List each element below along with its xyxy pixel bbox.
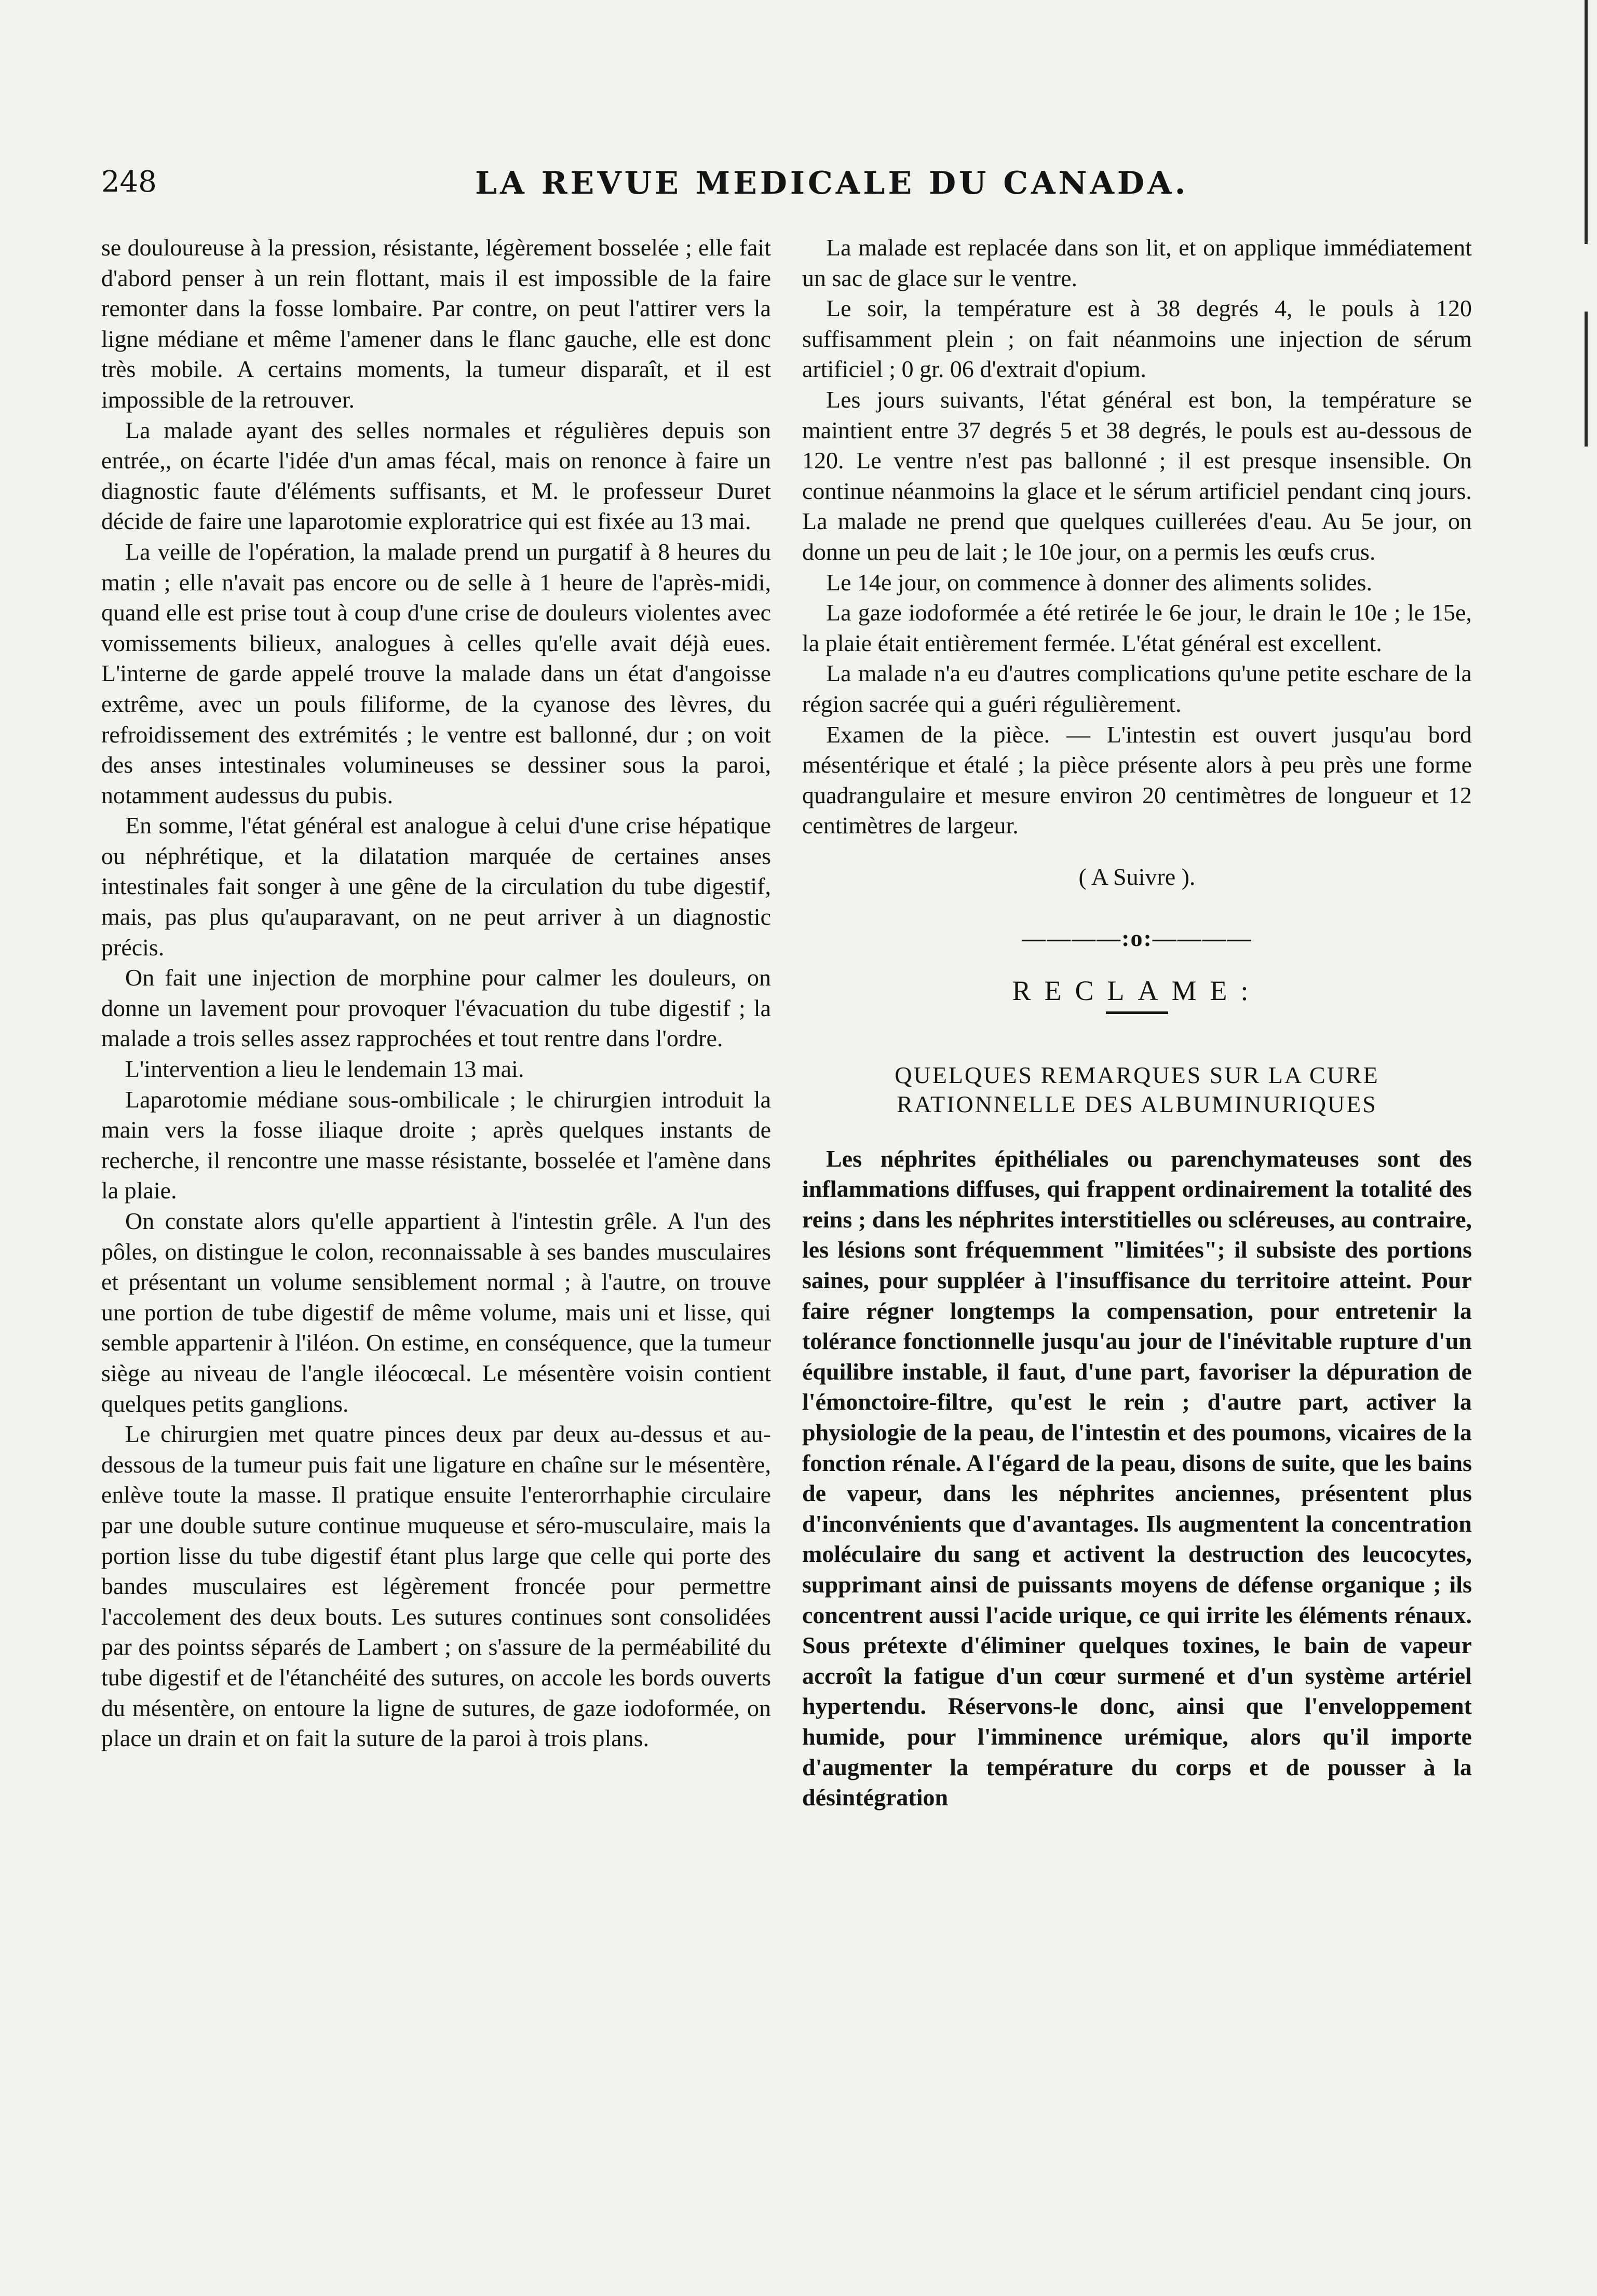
scan-edge-mark — [1585, 312, 1588, 447]
left-paragraph-8: On constate alors qu'elle appartient à l'intestin grêle. A l'un des pôles, on distingue le colon, reconnaissable à ses bandes musculaires et présentant un volume sensiblement normal ; à l'autre, on trouve une portion de tube digestif de même volume, mais uni et lisse, qui semble appartenir à l'iléon. On estime, en conséquence, que la tumeur siège au niveau de l'angle iléocœcal. Le mésentère voisin contient quelques petits ganglions. — [101, 1208, 771, 1417]
article-paragraph: Les néphrites épithéliales ou parenchymateuses sont des inflammations diffuses, qui frappent ordinairement la totalité des reins ; dans les néphrites interstitielles ou scléreuses, au contraire, les lésions sont fréquemment "limitées"; il subsiste des portions saines, pour suppléer à l'insuffisance du territoire atteint. Pour faire régner longtemps la compensation, pour entretenir la tolérance fonctionnelle jusqu'au jour de l'inévitable rupture d'un équilibre instable, il faut, d'une part, favoriser la dépuration de l'émonctoire-filtre, qu'est le rein ; d'autre part, activer la physiologie de la peau, de l'intestin et des poumons, vicaires de la fonction rénale. A l'égard de la peau, disons de suite, que les bains de vapeur, dans les néphrites anciennes, présentent plus d'inconvénients que d'avantages. Ils augmentent la concentration moléculaire du sang et activent la destruction des leucocytes, supprimant ainsi de puissants moyens de défense organique ; ils concentrent aussi l'acide urique, ce qui irrite les éléments rénaux. Sous prétexte d'éliminer quelques toxines, le bain de vapeur accroît la fatigue d'un cœur surmené et d'un système artériel hypertendu. Réservons-le donc, ainsi que l'enveloppement humide, pour l'imminence urémique, alors qu'il importe d'augmenter la température du corps et de pousser à la désintégration — [802, 1145, 1472, 1811]
left-paragraph-2: La malade ayant des selles normales et régulières depuis son entrée,, on écarte l'idée d'un amas fécal, mais on renonce à faire un diagnostic faute d'éléments suffisants, et M. le professeur Duret décide de faire une laparotomie exploratrice qui est fixée au 13 mai. — [101, 416, 771, 535]
right-paragraph-1: La malade est replacée dans son lit, et on applique immédiatement un sac de glace sur le ventre. — [802, 234, 1472, 291]
left-paragraph-5: On fait une injection de morphine pour calmer les douleurs, on donne un lavement pour provoquer l'évacuation du tube digestif ; la malade a trois selles assez rapprochées et tout rentre dans l'ordre. — [101, 964, 771, 1052]
right-paragraph-7: Examen de la pièce. — L'intestin est ouvert jusqu'au bord mésentérique et étalé ; la pièce présente alors à peu près une forme quadrangulaire et mesure environ 20 centimètres de longueur et 12 centimètres de largeur. — [802, 721, 1472, 839]
left-paragraph-4: En somme, l'état général est analogue à celui d'une crise hépatique ou néphrétique, et la dilatation marquée de certaines anses intestinales fait songer à une gêne de la circulation du tube digestif, mais, pas plus qu'auparavant, on ne peut arriver à un diagnostic précis. — [101, 812, 771, 961]
to-be-continued: ( A Suivre ). — [1078, 863, 1196, 890]
left-paragraph-9: Le chirurgien met quatre pinces deux par deux au-dessus et au-dessous de la tumeur puis fait une ligature en chaîne sur le mésentère, enlève toute la masse. Il pratique ensuite l'enterorrhaphie circulaire par une double suture continue muqueuse et séro-musculaire, mais la portion lisse du tube digestif étant plus large que celle qui porte des bandes musculaires est légèrement froncée pour permettre l'accolement des deux bouts. Les sutures continues sont consolidées par des pointss séparés de Lambert ; on s'assure de la perméabilité du tube digestif et de l'étanchéité des sutures, on accole les bords ouverts du mésentère, on entoure la ligne de sutures, de gaze iodoformée, on place un drain et on fait la suture de la paroi à trois plans. — [101, 1421, 771, 1752]
left-paragraph-1: se douloureuse à la pression, résistante, légèrement bosselée ; elle fait d'abord penser à un rein flottant, mais il est impossible de la faire remonter dans la fosse lombaire. Par contre, on peut l'attirer vers la ligne médiane et même l'amener dans le flanc gauche, elle est donc très mobile. A certains moments, la tumeur disparaît, et il est impossible de la retrouver. — [101, 234, 771, 413]
right-paragraph-4: Le 14e jour, on commence à donner des aliments solides. — [826, 569, 1373, 596]
reclame-underline — [1106, 1011, 1168, 1014]
left-paragraph-3: La veille de l'opération, la malade prend un purgatif à 8 heures du matin ; elle n'avait pas encore ou de selle à 1 heure de l'après-midi, quand elle est prise tout à coup d'une crise de douleurs violentes avec vomissements bilieux, analogues à celles qu'elle avait déjà eues. L'interne de garde appelé trouve la malade dans un état d'angoisse extrême, avec un pouls filiforme, de la cyanose des lèvres, du refroidissement des extrémités ; le ventre est ballonné, dur ; on voit des anses intestinales volumineuses se dessiner sous la paroi, notamment audessus du pubis. — [101, 538, 771, 808]
right-paragraph-6: La malade n'a eu d'autres complications qu'une petite eschare de la région sacrée qui a guéri régulièrement. — [802, 660, 1472, 717]
reclame-heading: RECLAME: — [1012, 975, 1262, 1007]
right-paragraph-5: La gaze iodoformée a été retirée le 6e jour, le drain le 10e ; le 15e, la plaie était entièrement fermée. L'état général est excellent. — [802, 599, 1472, 656]
page-header — [101, 165, 1472, 207]
journal-title: LA REVUE MEDICALE DU CANADA. — [475, 165, 1189, 201]
page-number: 248 — [101, 165, 157, 199]
left-paragraph-7: Laparotomie médiane sous-ombilicale ; le chirurgien introduit la main vers la fosse iliaque droite ; après quelques instants de recherche, il rencontre une masse résistante, bosselée et l'amène dans la plaie. — [101, 1086, 771, 1204]
right-paragraph-3: Les jours suivants, l'état général est bon, la température se maintient entre 37 degrés 5 et 38 degrés, le pouls est au-dessous de 120. Le ventre n'est pas ballonné ; il est presque insensible. On continue néanmoins la glace et le sérum artificiel pendant cinq jours. La malade ne prend que quelques cuillerées d'eau. Au 5e jour, on donne un peu de lait ; le 10e jour, on a permis les œufs crus. — [802, 386, 1472, 565]
section-separator: ————:o:———— — [1022, 925, 1252, 952]
right-paragraph-2: Le soir, la température est à 38 degrés 4, le pouls à 120 suffisamment plein ; on fait néanmoins une injection de sérum artificiel ; 0 gr. 06 d'extrait d'opium. — [802, 295, 1472, 383]
right-column — [802, 233, 1472, 1813]
left-paragraph-6: L'intervention a lieu le lendemain 13 mai. — [125, 1056, 524, 1083]
left-column — [101, 233, 771, 1754]
article-title: QUELQUES REMARQUES SUR LA CURE RATIONNELLE DES ALBUMINURIQUES — [895, 1061, 1379, 1117]
scan-edge-mark — [1585, 0, 1588, 244]
